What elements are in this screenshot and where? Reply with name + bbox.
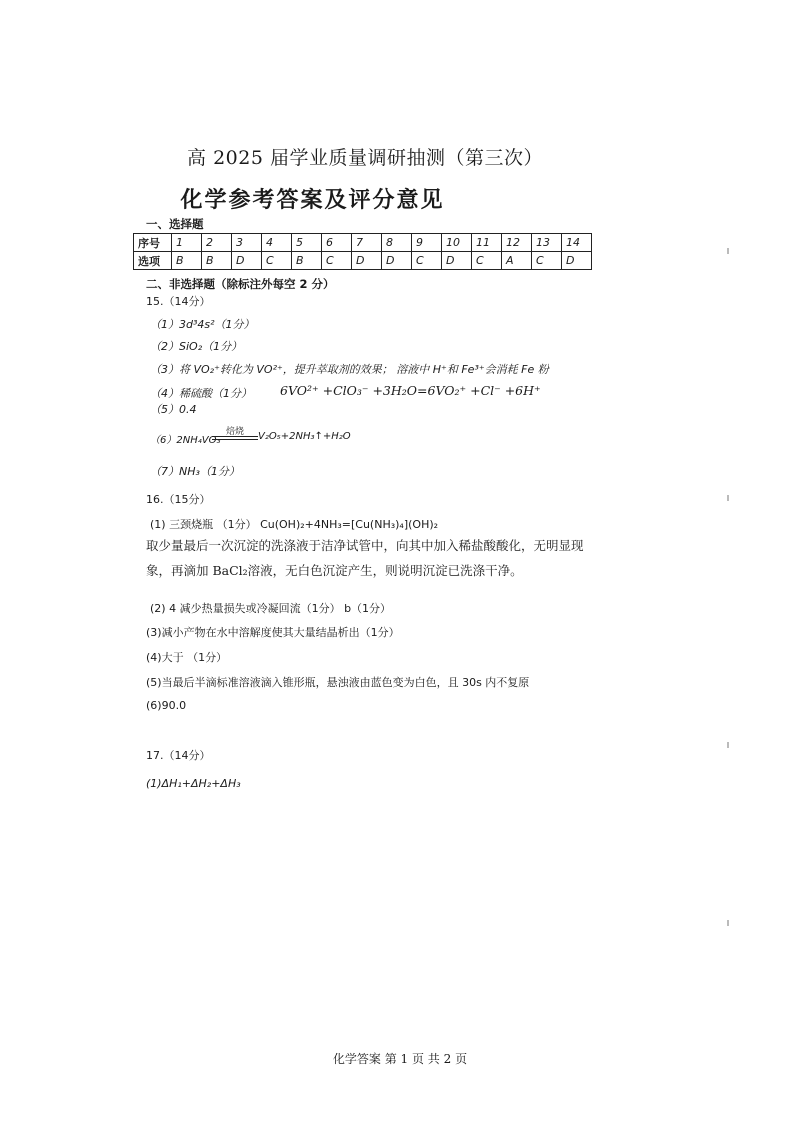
question-number: 7 xyxy=(352,234,382,252)
page-footer: 化学答案 第 1 页 共 2 页 xyxy=(332,1052,468,1066)
exam-title: 高 2025 届学业质量调研抽测（第三次） xyxy=(187,147,543,169)
q16-answer-1: (1) 三颈烧瓶 （1分） Cu(OH)₂+4NH₃=[Cu(NH₃)₄](OH)₂ xyxy=(150,518,439,531)
question-number: 6 xyxy=(322,234,352,252)
q15-answer-4-equation: 6VO²⁺ +ClO₃⁻ +3H₂O=6VO₂⁺ +Cl⁻ +6H⁺ xyxy=(280,383,541,398)
scan-speck xyxy=(727,248,729,254)
q15-answer-3: （3）将 VO₂⁺转化为 VO²⁺，提升萃取剂的效果； 溶液中 H⁺和 Fe³⁺会消耗 Fe 粉 xyxy=(150,363,549,376)
scan-speck xyxy=(727,920,729,926)
answer-cell: D xyxy=(232,252,262,270)
question-number: 12 xyxy=(502,234,532,252)
question-number: 13 xyxy=(532,234,562,252)
q16-answer-3: (3)减小产物在水中溶解度使其大量结晶析出（1分） xyxy=(146,626,400,639)
q16-answer-2: (2) 4 减少热量损失或冷凝回流（1分） b（1分） xyxy=(150,602,392,615)
q15-answer-5: （5）0.4 xyxy=(150,403,197,416)
answer-cell: A xyxy=(502,252,532,270)
q16-answer-4: (4)大于 （1分） xyxy=(146,651,228,664)
answer-cell: D xyxy=(382,252,412,270)
q15-title: 15.（14分） xyxy=(146,295,211,308)
scan-speck xyxy=(727,742,729,748)
section-heading-multiple-choice: 一、选择题 xyxy=(146,217,204,231)
answer-cell: C xyxy=(412,252,442,270)
row-header-answer: 选项 xyxy=(134,252,172,270)
answer-table xyxy=(133,233,592,270)
answer-cell: D xyxy=(352,252,382,270)
answer-cell: C xyxy=(262,252,292,270)
question-number: 3 xyxy=(232,234,262,252)
question-number: 4 xyxy=(262,234,292,252)
answer-cell: D xyxy=(562,252,592,270)
q15-answer-2: （2）SiO₂（1分） xyxy=(150,340,243,353)
question-number: 11 xyxy=(472,234,502,252)
answer-cell: D xyxy=(442,252,472,270)
q15-reaction-condition: 焙烧 xyxy=(225,427,244,437)
question-number: 9 xyxy=(412,234,442,252)
question-number: 2 xyxy=(202,234,232,252)
question-number: 1 xyxy=(172,234,202,252)
table-row-answers xyxy=(134,252,592,270)
question-number: 8 xyxy=(382,234,412,252)
scan-speck xyxy=(727,495,729,501)
q16-answer-6: (6)90.0 xyxy=(146,699,187,712)
answer-cell: B xyxy=(172,252,202,270)
q15-answer-1: （1）3d³4s²（1分） xyxy=(150,318,255,331)
question-number: 5 xyxy=(292,234,322,252)
q16-answer-5: (5)当最后半滴标准溶液滴入锥形瓶，悬浊液由蓝色变为白色，且 30s 内不复原 xyxy=(146,676,530,689)
q17-title: 17.（14分） xyxy=(146,749,211,762)
table-row-numbers xyxy=(134,234,592,252)
q17-answer-1: (1)ΔH₁+ΔH₂+ΔH₃ xyxy=(146,777,241,790)
question-number: 14 xyxy=(562,234,592,252)
q16-title: 16.（15分） xyxy=(146,493,211,506)
reaction-arrow-line xyxy=(212,439,258,440)
q15-answer-4-label: （4）稀硫酸（1分） xyxy=(150,387,252,400)
answer-cell: C xyxy=(472,252,502,270)
answer-cell: C xyxy=(532,252,562,270)
question-number: 10 xyxy=(442,234,472,252)
row-header-number: 序号 xyxy=(134,234,172,252)
q15-answer-6-products: V₂O₅+2NH₃↑+H₂O xyxy=(258,431,351,442)
q15-answer-6-reactants: （6）2NH₄VO₃ xyxy=(150,435,221,446)
section-heading-non-choice: 二、非选择题（除标注外每空 2 分） xyxy=(146,277,335,291)
answer-key-title: 化学参考答案及评分意见 xyxy=(180,187,445,213)
q16-answer-1-paragraph: 取少量最后一次沉淀的洗涤液于洁净试管中，向其中加入稀盐酸酸化，无明显现象，再滴加 BaCl₂溶液，无白色沉淀产生，则说明沉淀已洗涤干净。 xyxy=(146,538,584,578)
reaction-arrow-line xyxy=(212,436,258,437)
answer-cell: B xyxy=(202,252,232,270)
q15-answer-7: （7）NH₃（1分） xyxy=(150,465,240,478)
answer-cell: C xyxy=(322,252,352,270)
answer-cell: B xyxy=(292,252,322,270)
